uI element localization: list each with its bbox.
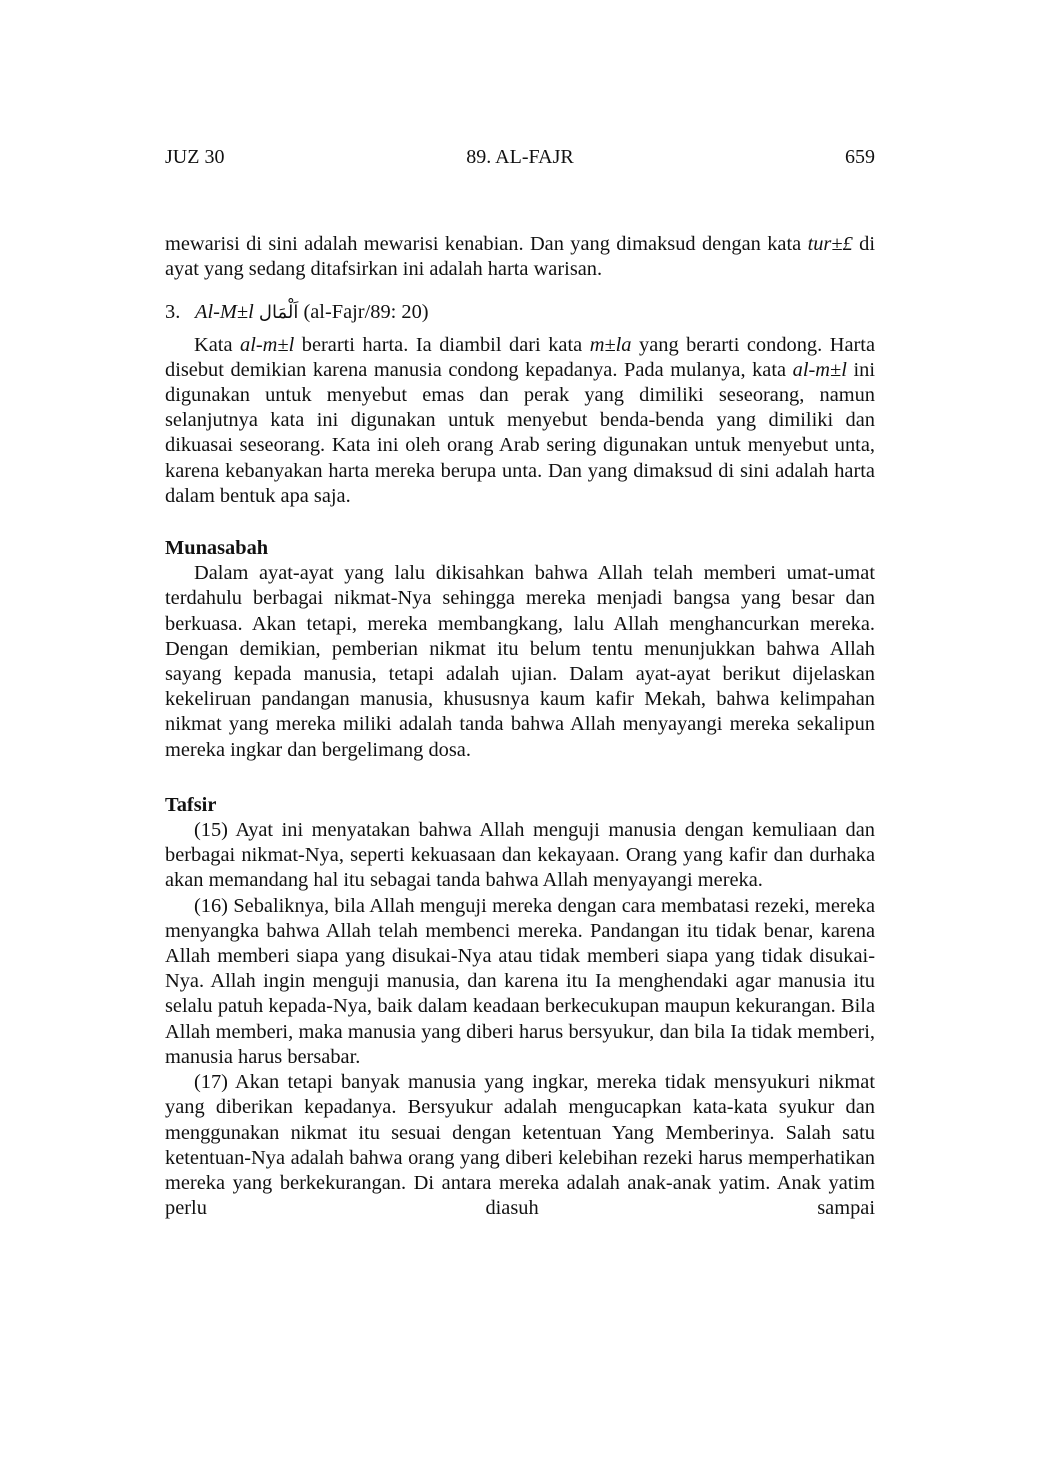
tafsir-paragraph-17: (17) Akan tetapi banyak manusia yang ingkar, mereka tidak mensyukuri nikmat yang diberikan kepadanya. Bersyukur adalah mengucapkan kata-kata syukur dan menggunakan nikmat itu sesuai dengan ketentuan Yang Memberinya. Salah satu ketentuan-Nya adalah bahwa orang yang diberi kelebihan rezeki harus memperhatikan mereka yang berkekurangan. Di antara mereka adalah anak-anak yatim. Anak yatim perlu diasuh sampai bbox=[165, 1071, 875, 1220]
item-reference: (al-Fajr/89: 20) bbox=[303, 301, 429, 324]
item-term: al-m±l bbox=[792, 358, 847, 381]
spacer bbox=[165, 326, 875, 333]
tafsir-heading: Tafsir bbox=[165, 793, 217, 816]
item-text: berarti harta. Ia diambil dari kata bbox=[294, 333, 590, 356]
munasabah-paragraph: Dalam ayat-ayat yang lalu dikisahkan bahwa Allah telah memberi umat-umat terdahulu berbagai nikmat-Nya sehingga mereka menjadi bangsa yang besar dan berkuasa. Akan tetapi, mereka membangkang, lalu Allah menghancurkan mereka. Dengan demikian, pemberian nikmat itu belum tentu menunjukkan bahwa Allah sayang kepada manusia, tetapi adalah ujian. Dalam ayat-ayat berikut dijelaskan kekeliruan pandangan manusia, khususnya kaum kafir Mekah, bahwa kelimpahan nikmat yang mereka miliki adalah tanda bahwa Allah menyayangi mereka sekalipun mereka ingkar dan bergelimang dosa. bbox=[165, 562, 875, 761]
item-term: al-m±l bbox=[240, 333, 295, 356]
item-text: Kata bbox=[194, 333, 241, 356]
intro-text-2: di ayat yang sedang ditafsirkan ini adalah harta warisan. bbox=[165, 233, 875, 281]
surah-title: 89. AL-FAJR bbox=[466, 146, 574, 168]
item-text: yang berarti condong. Harta disebut demikian karena manusia condong kepadanya. Pada mulanya, kata bbox=[165, 333, 876, 381]
tafsir-paragraph-15: (15) Ayat ini menyatakan bahwa Allah menguji manusia dengan kemuliaan dan berbagai nikmat-Nya, seperti kekuasaan dan kekayaan. Orang yang kafir dan durhaka akan memandang hal itu sebagai tanda bahwa Allah menyayangi mereka. bbox=[165, 819, 875, 892]
item-term-arabic: اَلْمَال bbox=[258, 302, 299, 324]
vocab-item-3-heading bbox=[165, 300, 875, 325]
vocab-item-3-paragraph bbox=[165, 333, 875, 509]
tafsir-paragraph-16: (16) Sebaliknya, bila Allah menguji mereka dengan cara membatasi rezeki, mereka menyangka bahwa Allah telah membenci mereka. Pandangan itu tidak benar, karena Allah memberi siapa yang disukai-Nya atau tidak memberi siapa yang tidak disukai-Nya. Allah ingin menguji manusia, dan karena itu Ia menghendaki agar manusia itu selalu patuh kepada-Nya, baik dalam keadaan berkecukupan maupun kekurangan. Bila Allah memberi, maka manusia yang diberi harus bersyukur, dan bila Ia tidak memberi, manusia harus bersabar. bbox=[165, 894, 875, 1068]
spacer bbox=[165, 763, 875, 793]
page-number: 659 bbox=[845, 146, 875, 168]
juz-label: JUZ 30 bbox=[165, 146, 225, 168]
page-body bbox=[165, 232, 875, 1221]
item-term: m±la bbox=[589, 333, 632, 356]
spacer bbox=[165, 509, 875, 536]
intro-paragraph bbox=[165, 232, 875, 282]
spacer bbox=[165, 282, 875, 300]
intro-term: tur±£ bbox=[807, 233, 853, 255]
intro-text-1: mewarisi di sini adalah mewarisi kenabian. Dan yang dimaksud dengan kata bbox=[165, 233, 808, 255]
item-text: ini digunakan untuk menyebut emas dan perak yang dimiliki seseorang, namun selanjutnya kata ini digunakan untuk menyebut benda-benda yang dimiliki dan dikuasai seseorang. Kata ini oleh orang Arab sering digunakan untuk menyebut unta, karena kebanyakan harta mereka berupa unta. Dan yang dimaksud di sini adalah harta dalam bentuk apa saja. bbox=[165, 358, 875, 507]
munasabah-heading: Munasabah bbox=[165, 537, 269, 560]
running-header bbox=[165, 143, 875, 171]
item-term-latin: Al-M±l bbox=[195, 301, 254, 324]
item-number: 3. bbox=[165, 301, 181, 324]
